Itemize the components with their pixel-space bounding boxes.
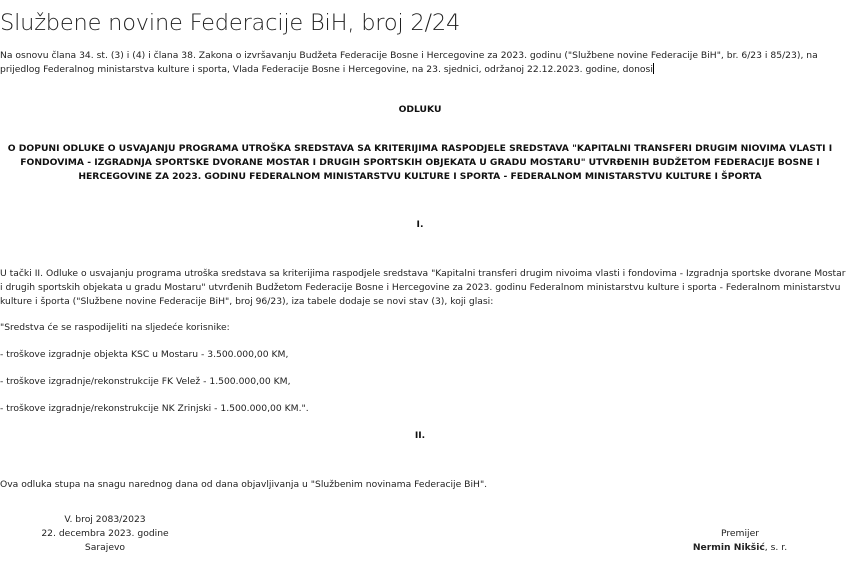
intro-text: Na osnovu člana 34. st. (3) i (4) i člana 38. Zakona o izvršavanju Budžeta Federacije Bosne i Hercegovine za 2023. godinu ("Službene novine Federacije BiH", br. 6/23 i 85/23), na prijedlog Federalnog ministarstva kulture i sporta, Vlada Federacije Bosne i Hercegovine, na 23. sjednici, održanoj 22.12.2023. godine, donosi bbox=[0, 50, 818, 75]
document-number: V. broj 2083/2023 bbox=[64, 514, 146, 525]
document-place: Sarajevo bbox=[84, 542, 126, 553]
page-title: Službene novine Federacije BiH, broj 2/24 bbox=[0, 10, 461, 36]
section-heading-1: I. bbox=[416, 219, 424, 230]
list-item: - troškove izgradnje/rekonstrukcije FK Velež - 1.500.000,00 KM, bbox=[0, 376, 291, 387]
document-date: 22. decembra 2023. godine bbox=[41, 528, 169, 539]
signer-name: Nermin Nikšić bbox=[692, 542, 765, 553]
signature-block bbox=[640, 527, 840, 555]
section-2-paragraph: Ova odluka stupa na snagu narednog dana od dana objavljivanja u "Službenim novinama Federacije BiH". bbox=[0, 479, 488, 490]
quote-intro: "Sredstva će se raspodijeliti na sljedeće korisnike: bbox=[0, 322, 230, 333]
text-cursor bbox=[653, 63, 654, 74]
signer-role: Premijer bbox=[720, 528, 760, 539]
intro-paragraph bbox=[0, 49, 850, 77]
document-reference-block bbox=[20, 513, 190, 555]
list-item: - troškove izgradnje objekta KSC u Mostaru - 3.500.000,00 KM, bbox=[0, 349, 289, 360]
section-1-paragraph: U tački II. Odluke o usvajanju programa utroška sredstava sa kriterijima raspodjele sredstava "Kapitalni transferi drugim nivoima vlasti i fondovima - Izgradnja sportske dvorane Mostar i drugih sportskih objekata u gradu Mostaru" utvrđenih Budžetom Federacije Bosne i Hercegovine za 2023. godinu Federalnom ministarstvu kulture i sporta - Federalnom ministarstvu kulture i športa ("Službene novine Federacije BiH", broj 96/23), iza tabele dodaje se novi stav (3), koji glasi: bbox=[0, 268, 846, 307]
signer-line bbox=[640, 541, 840, 555]
decision-heading: ODLUKU bbox=[398, 104, 442, 115]
section-heading-2: II. bbox=[414, 430, 426, 441]
signer-suffix: , s. r. bbox=[764, 542, 788, 553]
decision-subject: O DOPUNI ODLUKE O USVAJANJU PROGRAMA UTROŠKA SREDSTAVA SA KRITERIJIMA RASPODJELE SREDSTAVA "KAPITALNI TRANSFERI DRUGIM NIOVIMA VLASTI I FONDOVIMA - IZGRADNJA SPORTSKE DVORANE MOSTAR I DRUGIH SPORTSKIH OBJEKATA U GRADU MOSTARU" UTVRĐENIH BUDŽETOM FEDERACIJE BOSNE I HERCEGOVINE ZA 2023. GODINU FEDERALNOM MINISTARSTVU KULTURE I SPORTA - FEDERALNOM MINISTARSTVU KULTURE I ŠPORTA bbox=[7, 143, 833, 182]
list-item: - troškove izgradnje/rekonstrukcije NK Zrinjski - 1.500.000,00 KM.". bbox=[0, 403, 309, 414]
